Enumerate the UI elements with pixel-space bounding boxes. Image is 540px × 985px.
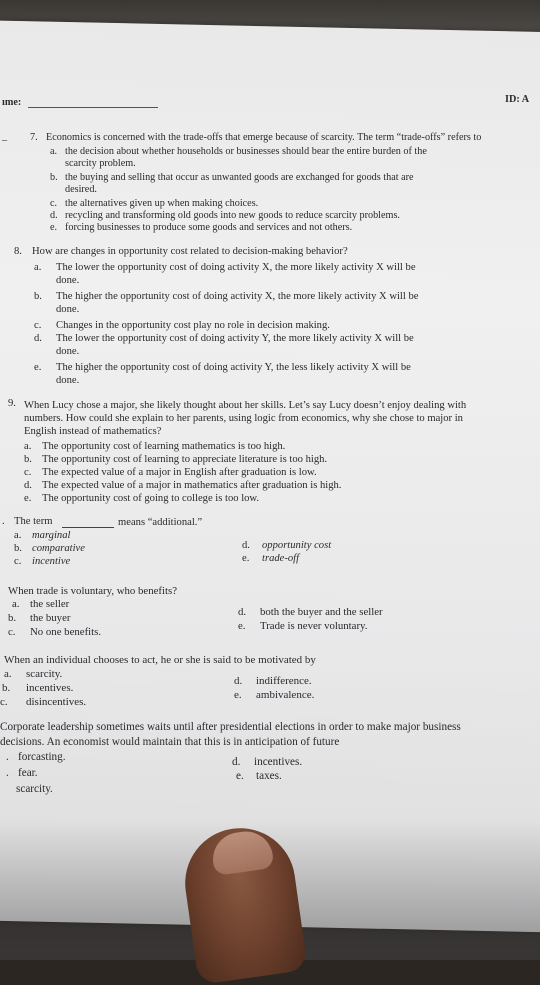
option-letter: d. xyxy=(234,675,243,687)
question-stem: The term xyxy=(14,516,53,527)
option-letter: e. xyxy=(236,770,244,782)
option-text: ambivalence. xyxy=(256,689,315,701)
option-text: indifference. xyxy=(256,675,312,687)
option-letter: a. xyxy=(50,146,58,157)
question-number: 8. xyxy=(14,246,22,257)
question-stem: numbers. How could she explain to her parents, using logic from economics, why she chose to major in xyxy=(24,413,463,424)
option-text: the decision about whether households or businesses should bear the entire burden of the xyxy=(65,146,427,157)
option-letter: c. xyxy=(14,556,22,567)
option-letter: . xyxy=(6,751,9,763)
option-letter: a. xyxy=(14,530,22,541)
answer-blank xyxy=(62,518,114,528)
option-text: The higher the opportunity cost of doing activity Y, the less likely activity X will be xyxy=(56,362,411,373)
option-letter: b. xyxy=(24,454,32,465)
option-text: The expected value of a major in mathematics after graduation is high. xyxy=(42,480,342,491)
question-number: 9. xyxy=(8,398,16,409)
option-letter: a. xyxy=(4,668,12,680)
option-text: both the buyer and the seller xyxy=(260,606,383,618)
option-text: forcing businesses to produce some goods and services and not others. xyxy=(65,222,353,233)
option-letter: . xyxy=(6,767,9,779)
question-stem: When an individual chooses to act, he or she is said to be motivated by xyxy=(4,654,316,666)
option-letter: e. xyxy=(24,493,32,504)
option-text: Trade is never voluntary. xyxy=(260,620,368,632)
option-letter: b. xyxy=(2,682,11,694)
option-letter: b. xyxy=(14,543,22,554)
option-letter: c. xyxy=(24,467,32,478)
option-letter: d. xyxy=(34,333,42,344)
option-letter: c. xyxy=(0,696,8,708)
question-stem: English instead of mathematics? xyxy=(24,426,162,437)
option-text: The opportunity cost of learning to appreciate literature is too high. xyxy=(42,454,328,465)
name-label: ıme: xyxy=(2,97,22,108)
option-text: incentive xyxy=(32,556,71,567)
option-letter: b. xyxy=(8,612,17,624)
option-text: the buying and selling that occur as unwanted goods are exchanged for goods that are xyxy=(65,172,414,183)
question-number: . xyxy=(2,516,5,527)
option-letter: e. xyxy=(50,222,58,233)
option-text: done. xyxy=(56,275,80,286)
option-letter: e. xyxy=(234,689,242,701)
question-stem: means “additional.” xyxy=(118,517,203,528)
option-letter: d. xyxy=(50,210,58,221)
option-text: done. xyxy=(56,346,80,357)
question-stem: Economics is concerned with the trade-offs that emerge because of scarcity. The term “trade-offs” refers to xyxy=(46,132,482,143)
id-label: ID: A xyxy=(505,94,530,105)
option-letter: e. xyxy=(238,620,246,632)
option-text: taxes. xyxy=(256,770,282,782)
question-number: 7. xyxy=(30,132,38,143)
option-text: fear. xyxy=(18,767,38,779)
option-text: recycling and transforming old goods into new goods to reduce scarcity problems. xyxy=(65,210,400,221)
option-text: The lower the opportunity cost of doing activity Y, the more likely activity X will be xyxy=(56,333,414,344)
option-letter: a. xyxy=(34,262,42,273)
option-text: incentives. xyxy=(26,682,74,694)
question-stem: When Lucy chose a major, she likely thought about her skills. Let’s say Lucy doesn’t enjoy dealing with xyxy=(24,400,467,411)
question-stem: When trade is voluntary, who benefits? xyxy=(8,585,177,597)
option-text: the buyer xyxy=(30,612,71,624)
name-field-line xyxy=(28,106,158,108)
option-text: the seller xyxy=(30,598,70,610)
option-text: disincentives. xyxy=(26,696,87,708)
question-stem: How are changes in opportunity cost related to decision-making behavior? xyxy=(32,246,348,257)
option-text: The opportunity cost of learning mathematics is too high. xyxy=(42,441,286,452)
option-letter: d. xyxy=(232,756,241,768)
option-text: done. xyxy=(56,375,80,386)
option-text: forcasting. xyxy=(18,751,66,763)
option-letter: a. xyxy=(24,441,32,452)
option-text: desired. xyxy=(65,184,97,195)
option-text: the alternatives given up when making choices. xyxy=(65,198,259,209)
option-letter: c. xyxy=(34,320,42,331)
option-text: trade-off xyxy=(262,553,300,564)
option-letter: d. xyxy=(24,480,32,491)
option-text: No one benefits. xyxy=(30,626,102,638)
option-letter: d. xyxy=(238,606,247,618)
option-text: The opportunity cost of going to college is too low. xyxy=(42,493,260,504)
question-dash: – xyxy=(2,135,8,146)
option-text: The lower the opportunity cost of doing activity X, the more likely activity X will be xyxy=(56,262,416,273)
option-letter: b. xyxy=(50,172,58,183)
option-letter: e. xyxy=(34,362,42,373)
question-stem: decisions. An economist would maintain that this is in anticipation of future xyxy=(0,736,340,748)
option-text: comparative xyxy=(32,543,85,554)
option-text: The higher the opportunity cost of doing activity X, the more likely activity X will be xyxy=(56,291,419,302)
option-text: incentives. xyxy=(254,756,303,768)
option-letter: e. xyxy=(242,553,250,564)
option-letter: d. xyxy=(242,540,250,551)
option-letter: b. xyxy=(34,291,42,302)
option-text: scarcity. xyxy=(16,783,53,795)
option-text: Changes in the opportunity cost play no role in decision making. xyxy=(56,320,330,331)
question-stem: Corporate leadership sometimes waits until after presidential elections in order to make major business xyxy=(0,721,461,733)
option-letter: c. xyxy=(50,198,58,209)
option-letter: a. xyxy=(12,598,20,610)
option-text: scarcity problem. xyxy=(65,158,136,169)
option-text: opportunity cost xyxy=(262,540,332,551)
option-text: scarcity. xyxy=(26,668,63,680)
option-text: The expected value of a major in English after graduation is low. xyxy=(42,467,317,478)
option-text: done. xyxy=(56,304,80,315)
option-letter: c. xyxy=(8,626,16,638)
option-text: marginal xyxy=(32,530,71,541)
